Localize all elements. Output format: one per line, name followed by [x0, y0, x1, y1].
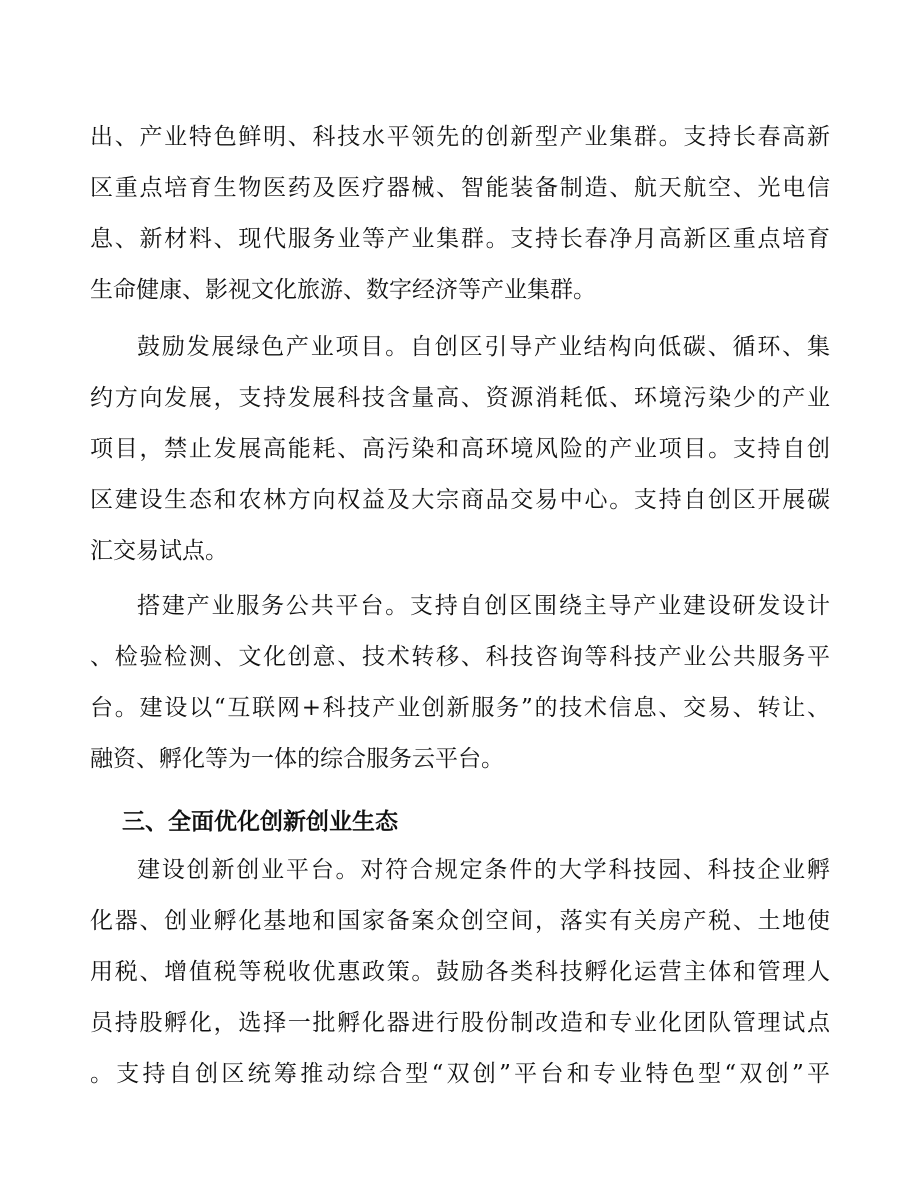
paragraph-3-line-4: 融资、孵化等为一体的综合服务云平台。 — [90, 746, 504, 772]
section-paragraph-1-line-4: 员持股孵化，选择一批孵化器进行股份制改造和专业化团队管理试点 — [90, 1010, 830, 1036]
paragraph-2-line-3: 项目，禁止发展高能耗、高污染和高环境风险的产业项目。支持自创 — [90, 436, 830, 462]
section-paragraph-1-line-5: 。支持自创区统筹推动综合型“双创”平台和专业特色型“双创”平 — [90, 1061, 830, 1087]
paragraph-2-line-1: 鼓励发展绿色产业项目。自创区引导产业结构向低碳、循环、集 — [137, 334, 830, 360]
section-paragraph-1-line-2: 化器、创业孵化基地和国家备案众创空间，落实有关房产税、土地使 — [90, 908, 830, 934]
section-paragraph-1-line-1: 建设创新创业平台。对符合规定条件的大学科技园、科技企业孵 — [137, 857, 830, 883]
paragraph-1-line-4: 生命健康、影视文化旅游、数字经济等产业集群。 — [90, 277, 596, 303]
paragraph-2-line-5: 汇交易试点。 — [90, 538, 228, 564]
paragraph-3-line-2: 、检验检测、文化创意、技术转移、科技咨询等科技产业公共服务平 — [90, 644, 830, 670]
section-paragraph-1-line-3: 用税、增值税等税收优惠政策。鼓励各类科技孵化运营主体和管理人 — [90, 959, 830, 985]
section-heading: 三、全面优化创新创业生态 — [122, 809, 398, 835]
paragraph-1-line-3: 息、新材料、现代服务业等产业集群。支持长春净月高新区重点培育 — [90, 226, 830, 252]
paragraph-1-line-2: 区重点培育生物医药及医疗器械、智能装备制造、航天航空、光电信 — [90, 175, 830, 201]
paragraph-2-line-2: 约方向发展，支持发展科技含量高、资源消耗低、环境污染少的产业 — [90, 385, 830, 411]
paragraph-2-line-4: 区建设生态和农林方向权益及大宗商品交易中心。支持自创区开展碳 — [90, 487, 830, 513]
paragraph-3-line-3: 台。建设以“互联网+科技产业创新服务”的技术信息、交易、转让、 — [90, 695, 830, 721]
paragraph-1-line-1: 出、产业特色鲜明、科技水平领先的创新型产业集群。支持长春高新 — [90, 124, 830, 150]
paragraph-3-line-1: 搭建产业服务公共平台。支持自创区围绕主导产业建设研发设计 — [137, 593, 830, 619]
